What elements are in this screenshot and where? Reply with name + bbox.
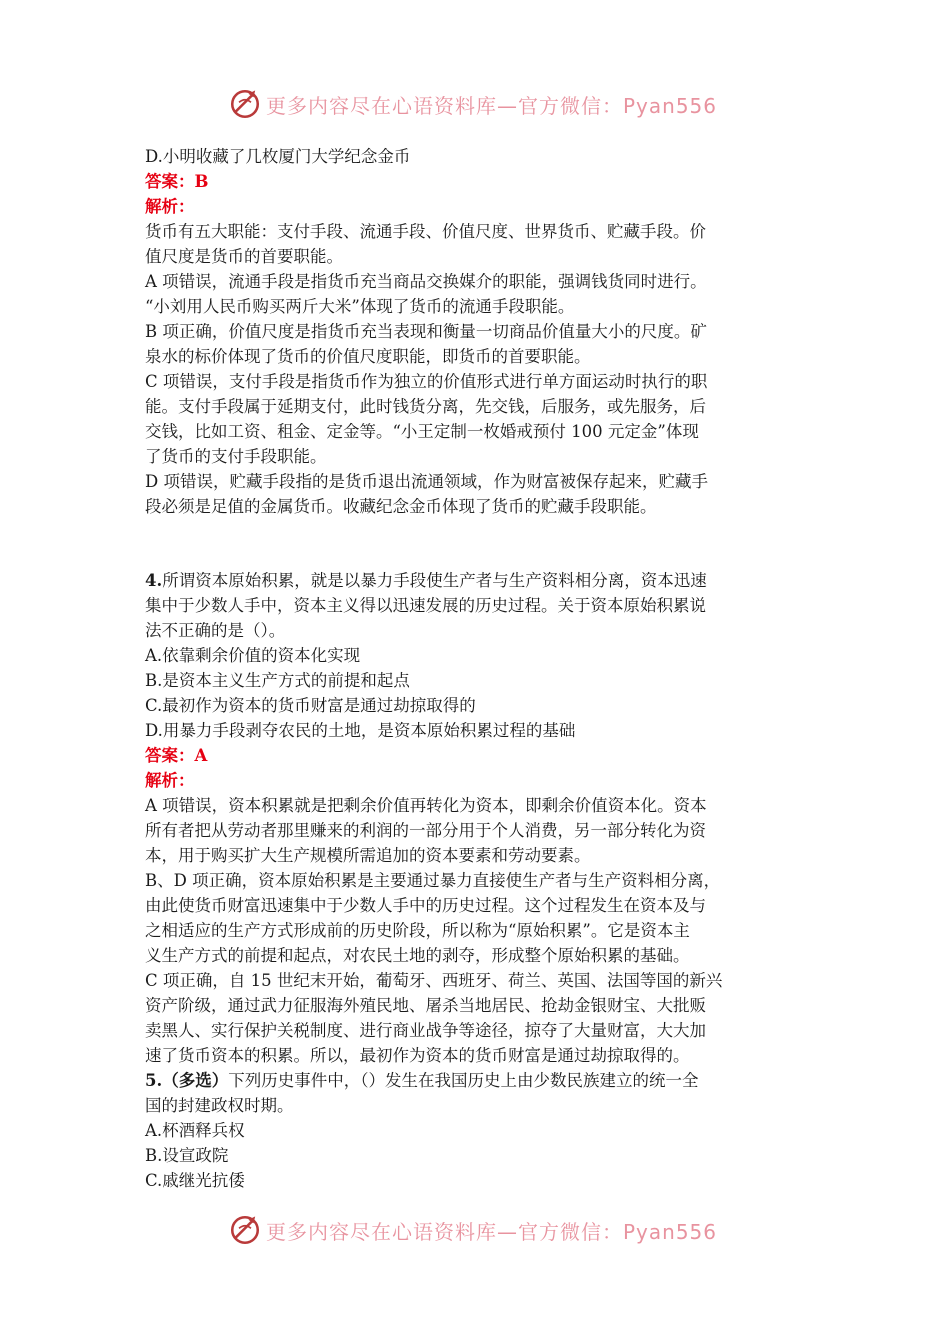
analysis-line: A 项错误，流通手段是指货币充当商品交换媒介的职能，强调钱货同时进行。	[145, 272, 707, 291]
question-text: 下列历史事件中，（）发生在我国历史上由少数民族建立的统一全	[228, 1071, 699, 1090]
analysis-line: 了货币的支付手段职能。	[145, 447, 327, 466]
analysis-line: 义生产方式的前提和起点，对农民土地的剥夺，形成整个原始积累的基础。	[145, 946, 690, 965]
watermark-banner-bottom	[228, 1210, 717, 1250]
option-line: B.是资本主义生产方式的前提和起点	[145, 671, 410, 690]
option-line: C.最初作为资本的货币财富是通过劫掠取得的	[145, 696, 476, 715]
question-number: 4.	[145, 571, 163, 590]
option-line: C.戚继光抗倭	[145, 1171, 245, 1190]
option-line: B.设宣政院	[145, 1146, 229, 1165]
question-text: 集中于少数人手中，资本主义得以迅速发展的历史过程。关于资本原始积累说	[145, 596, 706, 615]
analysis-line: 值尺度是货币的首要职能。	[145, 247, 343, 266]
option-line: A.依靠剩余价值的资本化实现	[145, 646, 361, 665]
logo-icon	[228, 1213, 262, 1247]
analysis-line: 段必须是足值的金属货币。收藏纪念金币体现了货币的贮藏手段职能。	[145, 497, 657, 516]
analysis-line: 由此使货币财富迅速集中于少数人手中的历史过程。这个过程发生在资本及与	[145, 896, 706, 915]
analysis-line: 交钱，比如工资、租金、定金等。“小王定制一枚婚戒预付 100 元定金”体现	[145, 422, 699, 441]
answer-line: 答案：A	[145, 746, 208, 765]
document-body	[145, 144, 810, 1193]
analysis-line: 之相适应的生产方式形成前的历史阶段，所以称为“原始积累”。它是资本主	[145, 921, 690, 940]
analysis-line: 泉水的标价体现了货币的价值尺度职能，即货币的首要职能。	[145, 347, 591, 366]
analysis-line: 资产阶级，通过武力征服海外殖民地、屠杀当地居民、抢劫金银财宝、大批贩	[145, 996, 706, 1015]
watermark-banner-top	[228, 84, 717, 124]
watermark-text: 更多内容尽在心语资料库—官方微信：Pyan556	[266, 1219, 718, 1244]
question-text: 法不正确的是（）。	[145, 621, 286, 640]
analysis-line: 本，用于购买扩大生产规模所需追加的资本要素和劳动要素。	[145, 846, 591, 865]
analysis-line: C 项正确，自 15 世纪末开始，葡萄牙、西班牙、荷兰、英国、法国等国的新兴	[145, 971, 723, 990]
analysis-label: 解析：	[145, 197, 195, 216]
analysis-line: 货币有五大职能：支付手段、流通手段、价值尺度、世界货币、贮藏手段。价	[145, 222, 706, 241]
analysis-line: A 项错误，资本积累就是把剩余价值再转化为资本，即剩余价值资本化。资本	[145, 796, 707, 815]
option-line: A.杯酒释兵权	[145, 1121, 245, 1140]
analysis-line: “小刘用人民币购买两斤大米”体现了货币的流通手段职能。	[145, 297, 575, 316]
question-text: 国的封建政权时期。	[145, 1096, 294, 1115]
question-stem	[145, 1068, 810, 1093]
spacer	[145, 519, 810, 568]
question-number: 5.（多选）	[145, 1071, 229, 1090]
question-stem	[145, 568, 810, 593]
answer-line: 答案：B	[145, 172, 209, 191]
option-line: D.用暴力手段剥夺农民的土地，是资本原始积累过程的基础	[145, 721, 576, 740]
analysis-line: 所有者把从劳动者那里赚来的利润的一部分用于个人消费，另一部分转化为资	[145, 821, 706, 840]
analysis-line: 速了货币资本的积累。所以，最初作为资本的货币财富是通过劫掠取得的。	[145, 1046, 690, 1065]
watermark-text: 更多内容尽在心语资料库—官方微信：Pyan556	[266, 93, 718, 118]
option-line: D.小明收藏了几枚厦门大学纪念金币	[145, 147, 411, 166]
logo-icon	[228, 87, 262, 121]
analysis-line: 能。支付手段属于延期支付，此时钱货分离，先交钱，后服务，或先服务，后	[145, 397, 706, 416]
question-text: 所谓资本原始积累，就是以暴力手段使生产者与生产资料相分离，资本迅速	[162, 571, 707, 590]
analysis-line: B、D 项正确，资本原始积累是主要通过暴力直接使生产者与生产资料相分离，	[145, 871, 721, 890]
analysis-line: 卖黑人、实行保护关税制度、进行商业战争等途径，掠夺了大量财富，大大加	[145, 1021, 706, 1040]
analysis-line: D 项错误，贮藏手段指的是货币退出流通领域，作为财富被保存起来，贮藏手	[145, 472, 708, 491]
analysis-label: 解析：	[145, 771, 195, 790]
analysis-line: B 项正确，价值尺度是指货币充当表现和衡量一切商品价值量大小的尺度。矿	[145, 322, 707, 341]
analysis-line: C 项错误，支付手段是指货币作为独立的价值形式进行单方面运动时执行的职	[145, 372, 708, 391]
